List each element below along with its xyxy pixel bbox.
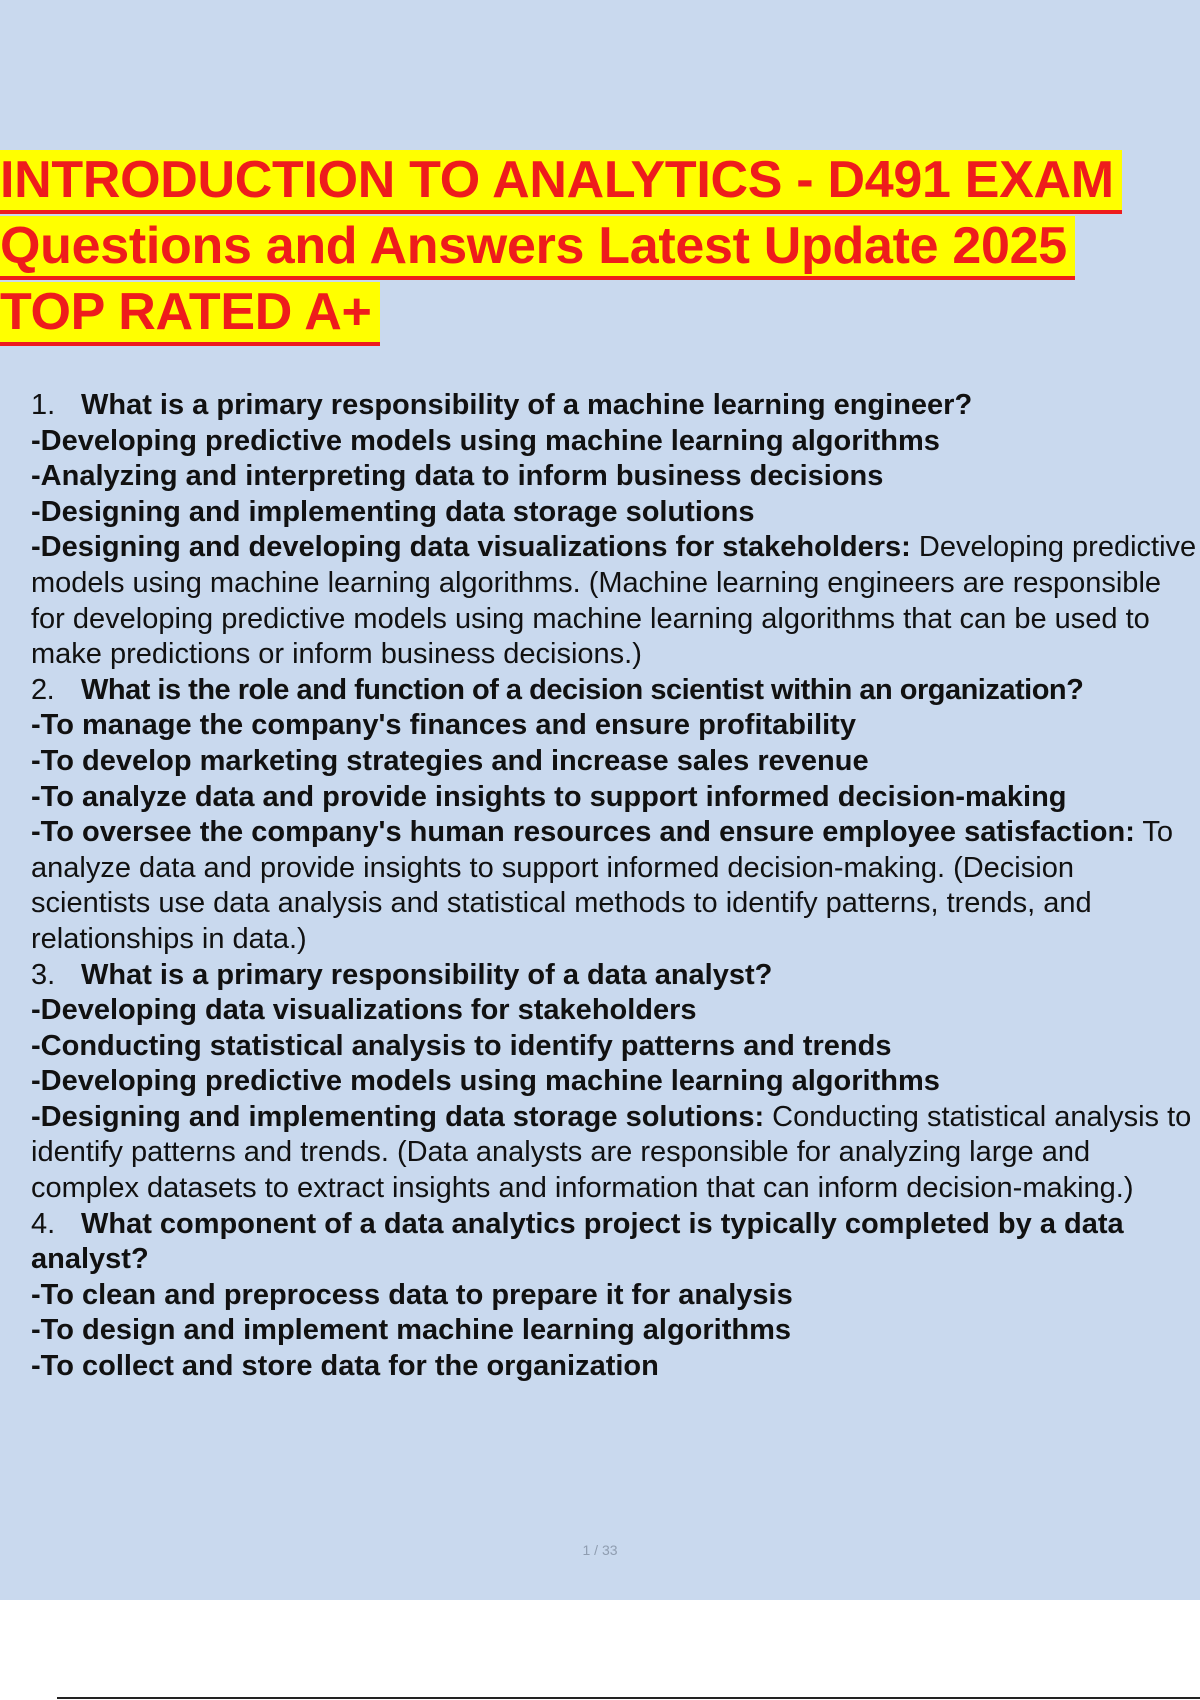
title-line-2: Questions and Answers Latest Update 2025 (0, 216, 1200, 282)
divider (57, 1697, 1200, 1699)
answer-option: -To manage the company's finances and ensure profitability (31, 709, 856, 742)
question-text: 1. What is a primary responsibility of a machine learning engineer? (31, 388, 1200, 424)
answer-option: -Developing data visualizations for stakeholders (31, 994, 697, 1027)
question-item-1 (31, 388, 1200, 673)
question-text: 3. What is a primary responsibility of a data analyst? (31, 958, 1200, 994)
question-number: 1. (31, 389, 56, 421)
answer-text: Developing predictive models using machine learning algorithms. (Machine learning engineers are responsible for developing predictive models using machine learning algorithms that can be used to make predictions or inform business decisions.) (31, 531, 1197, 671)
answer-text: To analyze data and provide insights to support informed decision-making. (Decision scientists use data analysis and statistical methods to identify patterns, trends, and relationships in data.) (31, 816, 1174, 955)
answer-option: -To develop marketing strategies and increase sales revenue (31, 744, 869, 777)
answer-option: -To design and implement machine learning algorithms (31, 1314, 792, 1347)
page-number: 1 / 33 (582, 1542, 618, 1558)
answer-explanation (31, 1100, 1200, 1207)
question-number: 3. (31, 958, 56, 991)
answer-option: -Developing predictive models using machine learning algorithms (31, 1065, 940, 1098)
answer-option: -Designing and developing data visualizations for stakeholders: (31, 531, 911, 564)
question-item-2 (31, 673, 1200, 958)
answer-option: -Conducting statistical analysis to identify patterns and trends (31, 1029, 892, 1062)
answer-explanation (31, 530, 1200, 672)
questions-list (31, 388, 1200, 1385)
question-text: 2. What is the role and function of a decision scientist within an organization? (31, 673, 1200, 709)
answer-text: Conducting statistical analysis to identify patterns and trends. (Data analysts are responsible for analyzing large and complex datasets to extract insights and information that can inform decision-making.) (31, 1100, 1192, 1205)
answer-option: -Designing and implementing data storage solutions (31, 495, 755, 528)
answer-option: -To clean and preprocess data to prepare it for analysis (31, 1278, 793, 1311)
answer-option: -Designing and implementing data storage solutions: (31, 1100, 765, 1133)
title-line-3: TOP RATED A+ (0, 282, 1200, 348)
answer-option: -To oversee the company's human resources and ensure employee satisfaction: (31, 816, 1135, 849)
answer-option: -To analyze data and provide insights to support informed decision-making (31, 780, 1067, 813)
question-number: 4. (31, 1207, 56, 1240)
answer-option: -To collect and store data for the organization (31, 1350, 659, 1383)
title-line-1: INTRODUCTION TO ANALYTICS - D491 EXAM (0, 150, 1200, 216)
document-title (0, 150, 1200, 348)
question-number: 2. (31, 673, 55, 706)
question-item-3 (31, 958, 1200, 1207)
answer-option: -Developing predictive models using machine learning algorithms (31, 424, 940, 457)
question-text: 4. What component of a data analytics project is typically completed by a data analyst? (31, 1207, 1124, 1276)
question-item-4 (31, 1207, 1200, 1385)
answer-explanation (31, 815, 1200, 957)
answer-option: -Analyzing and interpreting data to inform business decisions (31, 460, 884, 493)
